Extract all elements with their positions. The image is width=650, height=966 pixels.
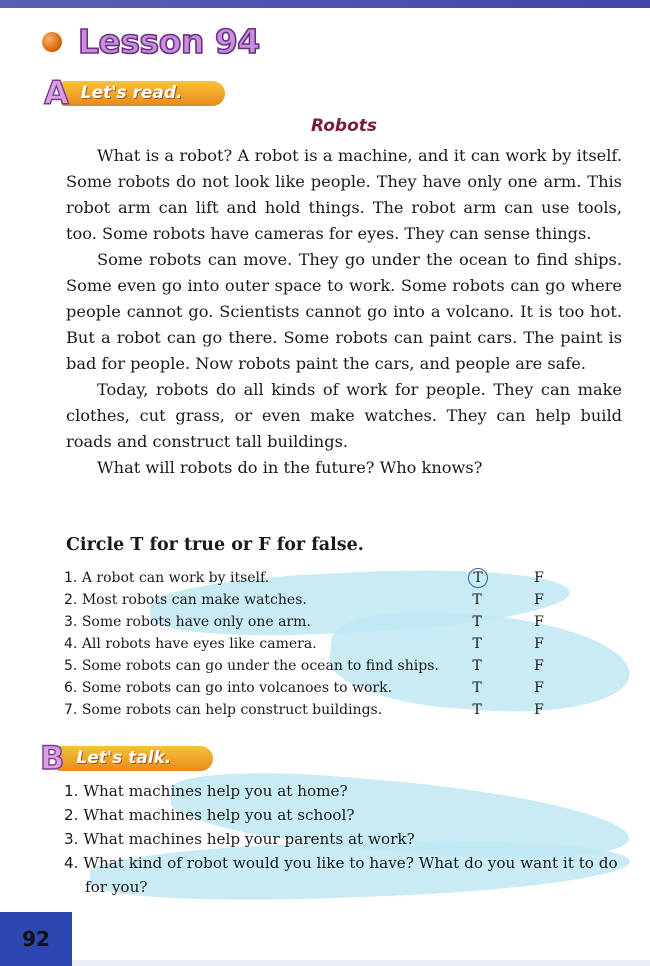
tf-false-option[interactable]: F	[534, 658, 544, 674]
tf-item	[64, 656, 564, 678]
tf-item-number: 1.	[64, 570, 78, 586]
tf-item-number: 5.	[64, 658, 78, 674]
talk-item-number: 3.	[64, 830, 84, 848]
bottom-strip	[72, 960, 650, 966]
talk-item-number: 1.	[64, 782, 84, 800]
tf-true-option[interactable]: T	[472, 636, 482, 652]
true-false-list	[64, 568, 564, 722]
talk-item-text: What kind of robot would you like to have? What do you want it to do for you?	[83, 854, 618, 896]
tf-item-number: 7.	[64, 702, 78, 718]
tf-false-option[interactable]: F	[534, 636, 544, 652]
orange-bullet-icon	[42, 32, 62, 52]
tf-true-option[interactable]: T	[472, 592, 482, 608]
section-b-tag	[40, 739, 213, 777]
section-b-label: Let's talk.	[56, 746, 213, 771]
lesson-title: Lesson 94	[78, 22, 260, 61]
tf-true-option[interactable]: T	[468, 568, 488, 588]
talk-item	[64, 803, 624, 827]
tf-item	[64, 612, 564, 634]
tf-item	[64, 678, 564, 700]
exercise-instruction: Circle T for true or F for false.	[66, 535, 364, 555]
talk-item-text: What machines help your parents at work?	[83, 830, 415, 848]
tf-item-text: A robot can work by itself.	[81, 570, 270, 586]
tf-item-number: 6.	[64, 680, 78, 696]
talk-item-number: 2.	[64, 806, 84, 824]
tf-item	[64, 700, 564, 722]
tf-false-option[interactable]: F	[534, 592, 544, 608]
talk-item	[64, 779, 624, 803]
talk-questions	[64, 779, 624, 899]
tf-item	[64, 590, 564, 612]
tf-true-option[interactable]: T	[472, 614, 482, 630]
talk-item-text: What machines help you at home?	[83, 782, 348, 800]
story-paragraph: Some robots can move. They go under the ocean to find ships. Some even go into outer space to work. Some robots can go where people cannot go. Scientists cannot go into a volcano. It is too hot. But a robot can go there. Some robots can paint cars. The paint is bad for people. Now robots paint the cars, and people are safe.	[66, 250, 622, 373]
tf-item-text: Some robots can go into volcanoes to work.	[81, 680, 393, 696]
story-title: Robots	[310, 116, 378, 136]
tf-false-option[interactable]: F	[534, 614, 544, 630]
tf-false-option[interactable]: F	[534, 680, 544, 696]
top-color-bar	[0, 0, 650, 8]
tf-item-text: Some robots have only one arm.	[81, 614, 311, 630]
tf-item-number: 4.	[64, 636, 78, 652]
story-body	[66, 143, 622, 481]
page-number-tab	[0, 912, 72, 966]
talk-item-text: What machines help you at school?	[83, 806, 355, 824]
tf-true-option[interactable]: T	[472, 680, 482, 696]
talk-item	[64, 827, 624, 851]
talk-item	[64, 851, 624, 899]
story-paragraph: Today, robots do all kinds of work for people. They can make clothes, cut grass, or even make watches. They can help build roads and construct tall buildings.	[66, 380, 622, 451]
talk-item-number: 4.	[64, 854, 84, 872]
section-a-tag	[44, 74, 225, 112]
tf-item-number: 2.	[64, 592, 78, 608]
tf-item-text: Some robots can go under the ocean to find ships.	[81, 658, 439, 674]
tf-false-option[interactable]: F	[534, 702, 544, 718]
tf-item-number: 3.	[64, 614, 78, 630]
tf-item-text: Most robots can make watches.	[81, 592, 307, 608]
tf-item	[64, 634, 564, 656]
section-b-letter: B	[40, 739, 65, 777]
section-a-label: Let's read.	[61, 81, 225, 106]
page-number: 92	[22, 927, 50, 951]
story-paragraph: What will robots do in the future? Who knows?	[97, 458, 483, 477]
tf-item-text: All robots have eyes like camera.	[81, 636, 317, 652]
section-a-letter: A	[44, 74, 69, 112]
tf-item-text: Some robots can help construct buildings.	[81, 702, 383, 718]
tf-true-option[interactable]: T	[472, 658, 482, 674]
tf-item	[64, 568, 564, 590]
lesson-header	[42, 22, 260, 61]
story-paragraph: What is a robot? A robot is a machine, and it can work by itself. Some robots do not look like people. They have only one arm. This robot arm can lift and hold things. The robot arm can use tools, too. Some robots have cameras for eyes. They can sense things.	[66, 146, 622, 243]
tf-true-option[interactable]: T	[472, 702, 482, 718]
tf-false-option[interactable]: F	[534, 570, 544, 586]
